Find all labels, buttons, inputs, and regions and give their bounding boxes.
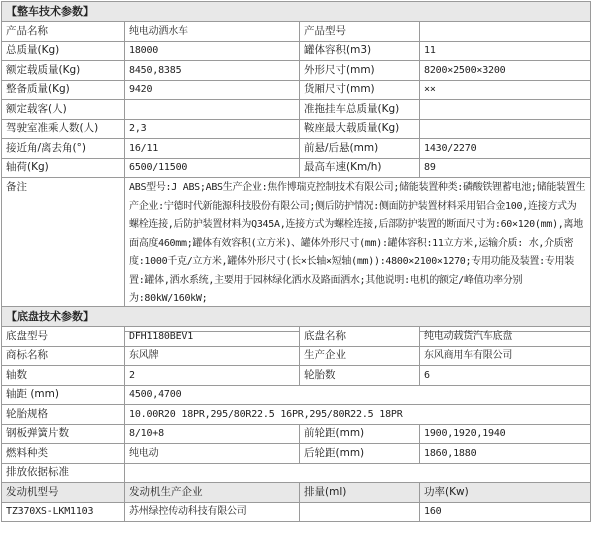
row-label: 罐体容积(m3): [300, 41, 420, 61]
wheelbase-value: 4500,4700: [125, 385, 591, 405]
row-label: 产品名称: [2, 22, 125, 42]
row-label: 总质量(Kg): [2, 41, 125, 61]
table-row: [2, 80, 591, 100]
row-value: 18000: [125, 41, 300, 61]
row-value: 6500/11500: [125, 158, 300, 178]
row-value: 9420: [125, 80, 300, 100]
table-row: [2, 158, 591, 178]
engine-maker-value: 苏州绿控传动科技有限公司: [125, 502, 300, 522]
chassis-section-title: 【底盘技术参数】: [2, 307, 591, 327]
row-label: 底盘型号: [2, 327, 125, 347]
table-row: [2, 22, 591, 42]
power-header: 功率(Kw): [420, 483, 591, 503]
row-label: 前悬/后悬(mm): [300, 139, 420, 159]
row-value: [420, 119, 591, 139]
tire-spec-value: 10.00R20 18PR,295/80R22.5 16PR,295/80R22.5 18PR: [125, 405, 591, 425]
table-row: [2, 366, 591, 386]
row-value: 1860,1880: [420, 444, 591, 464]
row-value: 纯电动: [125, 444, 300, 464]
tire-spec-label: 轮胎规格: [2, 405, 125, 425]
engine-maker-header: 发动机生产企业: [125, 483, 300, 503]
remarks-text: ABS型号:J ABS;ABS生产企业:焦作博瑞克控制技术有限公司;储能装置种类:磷酸铁锂蓄电池;储能装置生产企业:宁德时代新能源科技股份有限公司;侧后防护情况:侧面防护装置材料采用铝合金100,连接方式为螺栓连接,后防护装置材料为Q345A,连接方式为螺栓连接,后部防护装置的断面尺寸为:60×120(mm),离地面高度460mm;罐体有效容积(立方米)、罐体外形尺寸(mm):罐体容积:11立方米,运输介质: 水,介质密度:1000千克/立方米,罐体外形尺寸(长×长轴×短轴(mm)):4800×2100×1270;专用功能及装置:专用装置:罐体,洒水系统,主要用于园林绿化洒水及路面洒水;其他说明:电机的额定/峰值功率分别为:80kW/160kW;: [125, 178, 591, 332]
row-label: 轴荷(Kg): [2, 158, 125, 178]
row-label: 前轮距(mm): [300, 424, 420, 444]
power-value: 160: [420, 502, 591, 522]
table-row: [2, 41, 591, 61]
row-value: 8/10+8: [125, 424, 300, 444]
table-row: [2, 119, 591, 139]
row-label: 外形尺寸(mm): [300, 61, 420, 81]
engine-model-value: TZ370XS-LKM1103: [2, 502, 125, 522]
row-label: 准拖挂车总质量(Kg): [300, 100, 420, 120]
row-value: 6: [420, 366, 591, 386]
displacement-value: [300, 502, 420, 522]
table-row: [2, 424, 591, 444]
row-value: 1430/2270: [420, 139, 591, 159]
row-label: 底盘名称: [300, 327, 420, 347]
displacement-header: 排量(ml): [300, 483, 420, 503]
row-value: 东风牌: [125, 346, 300, 366]
row-label: 整备质量(Kg): [2, 80, 125, 100]
row-label: 最高车速(Km/h): [300, 158, 420, 178]
table-row: [2, 139, 591, 159]
row-value: 2,3: [125, 119, 300, 139]
row-value: 8450,8385: [125, 61, 300, 81]
table-row: [2, 327, 591, 347]
row-label: 后轮距(mm): [300, 444, 420, 464]
row-label: 轴数: [2, 366, 125, 386]
row-label: 鞍座最大载质量(Kg): [300, 119, 420, 139]
row-value: 11: [420, 41, 591, 61]
row-value: 纯电动载货汽车底盘: [420, 327, 591, 347]
row-label: 接近角/离去角(°): [2, 139, 125, 159]
row-value: 纯电动洒水车: [125, 22, 300, 42]
row-value: 东风商用车有限公司: [420, 346, 591, 366]
row-label: 商标名称: [2, 346, 125, 366]
row-label: 额定载客(人): [2, 100, 125, 120]
table-row: [2, 463, 591, 483]
engine-model-header: 发动机型号: [2, 483, 125, 503]
row-label: 货厢尺寸(mm): [300, 80, 420, 100]
row-label: 轮胎数: [300, 366, 420, 386]
row-value: [420, 22, 591, 42]
row-label: 生产企业: [300, 346, 420, 366]
row-label: 驾驶室准乘人数(人): [2, 119, 125, 139]
row-label: 额定载质量(Kg): [2, 61, 125, 81]
vehicle-spec-table: [1, 1, 591, 332]
remarks-label: 备注: [2, 178, 125, 332]
row-value: 89: [420, 158, 591, 178]
table-row: [2, 61, 591, 81]
engine-row: [2, 502, 591, 522]
row-value: [125, 100, 300, 120]
row-value: DFH1180BEV1: [125, 327, 300, 347]
table-row: [2, 444, 591, 464]
row-label: 燃料种类: [2, 444, 125, 464]
chassis-spec-table: [1, 306, 591, 522]
row-value: 2: [125, 366, 300, 386]
wheelbase-label: 轴距 (mm): [2, 385, 125, 405]
row-label: 产品型号: [300, 22, 420, 42]
row-label: 钢板弹簧片数: [2, 424, 125, 444]
emission-value: [125, 463, 591, 483]
row-value: 8200×2500×3200: [420, 61, 591, 81]
table-row: [2, 346, 591, 366]
table-row: [2, 385, 591, 405]
engine-header-row: [2, 483, 591, 503]
vehicle-section-title: 【整车技术参数】: [2, 2, 591, 22]
table-row: [2, 405, 591, 425]
row-value: [420, 100, 591, 120]
table-row: [2, 100, 591, 120]
emission-label: 排放依据标准: [2, 463, 125, 483]
row-value: 1900,1920,1940: [420, 424, 591, 444]
row-value: 16/11: [125, 139, 300, 159]
row-value: ××: [420, 80, 591, 100]
